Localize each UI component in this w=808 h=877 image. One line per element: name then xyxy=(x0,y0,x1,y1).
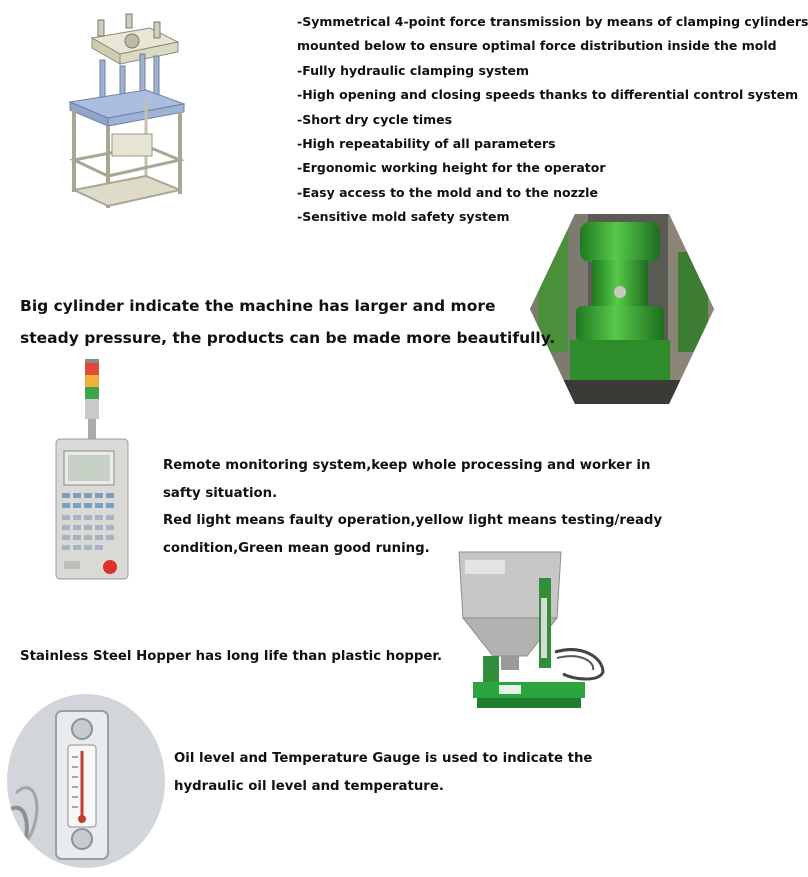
feature-line: -Sensitive mold safety system xyxy=(297,209,510,225)
clamping-unit-image xyxy=(62,10,192,215)
remote-text-line: safty situation. xyxy=(163,485,278,501)
remote-text-line: condition,Green mean good runing. xyxy=(163,540,430,556)
gauge-text-line: hydraulic oil level and temperature. xyxy=(174,778,444,794)
features-list xyxy=(297,10,808,230)
feature-line: -Ergonomic working height for the operator xyxy=(297,160,606,176)
feature-line: -Fully hydraulic clamping system xyxy=(297,62,529,78)
green-light-icon xyxy=(85,387,99,399)
red-light-icon xyxy=(85,363,99,375)
hopper-description xyxy=(20,643,442,671)
feature-line: -Short dry cycle times xyxy=(297,111,453,127)
feature-line: -High repeatability of all parameters xyxy=(297,136,556,152)
remote-text-line: Remote monitoring system,keep whole processing and worker in xyxy=(163,458,651,473)
hopper-image xyxy=(443,548,613,710)
cylinder-hexagon-image xyxy=(528,212,716,406)
hopper-text-line: Stainless Steel Hopper has long life than plastic hopper. xyxy=(20,649,443,664)
yellow-light-icon xyxy=(85,375,99,387)
emergency-stop-icon xyxy=(103,560,117,574)
cylinder-text-line: Big cylinder indicate the machine has larger and more xyxy=(20,297,496,315)
gauge-description xyxy=(174,745,592,800)
cylinder-description xyxy=(20,290,555,354)
control-pendant-image xyxy=(50,355,134,585)
cylinder-text-line: steady pressure, the products can be made more beautifully. xyxy=(20,329,556,347)
feature-line: mounted below to ensure optimal force distribution inside the mold xyxy=(297,38,777,54)
remote-description xyxy=(163,452,662,562)
feature-line: -Symmetrical 4-point force transmission by means of clamping cylinders xyxy=(297,14,808,29)
remote-text-line: Red light means faulty operation,yellow light means testing/ready xyxy=(163,513,663,528)
feature-line: -Easy access to the mold and to the nozzle xyxy=(297,184,598,200)
gauge-text-line: Oil level and Temperature Gauge is used to indicate the xyxy=(174,751,593,766)
oil-gauge-image xyxy=(6,693,166,869)
feature-line: -High opening and closing speeds thanks to differential control system xyxy=(297,87,799,103)
